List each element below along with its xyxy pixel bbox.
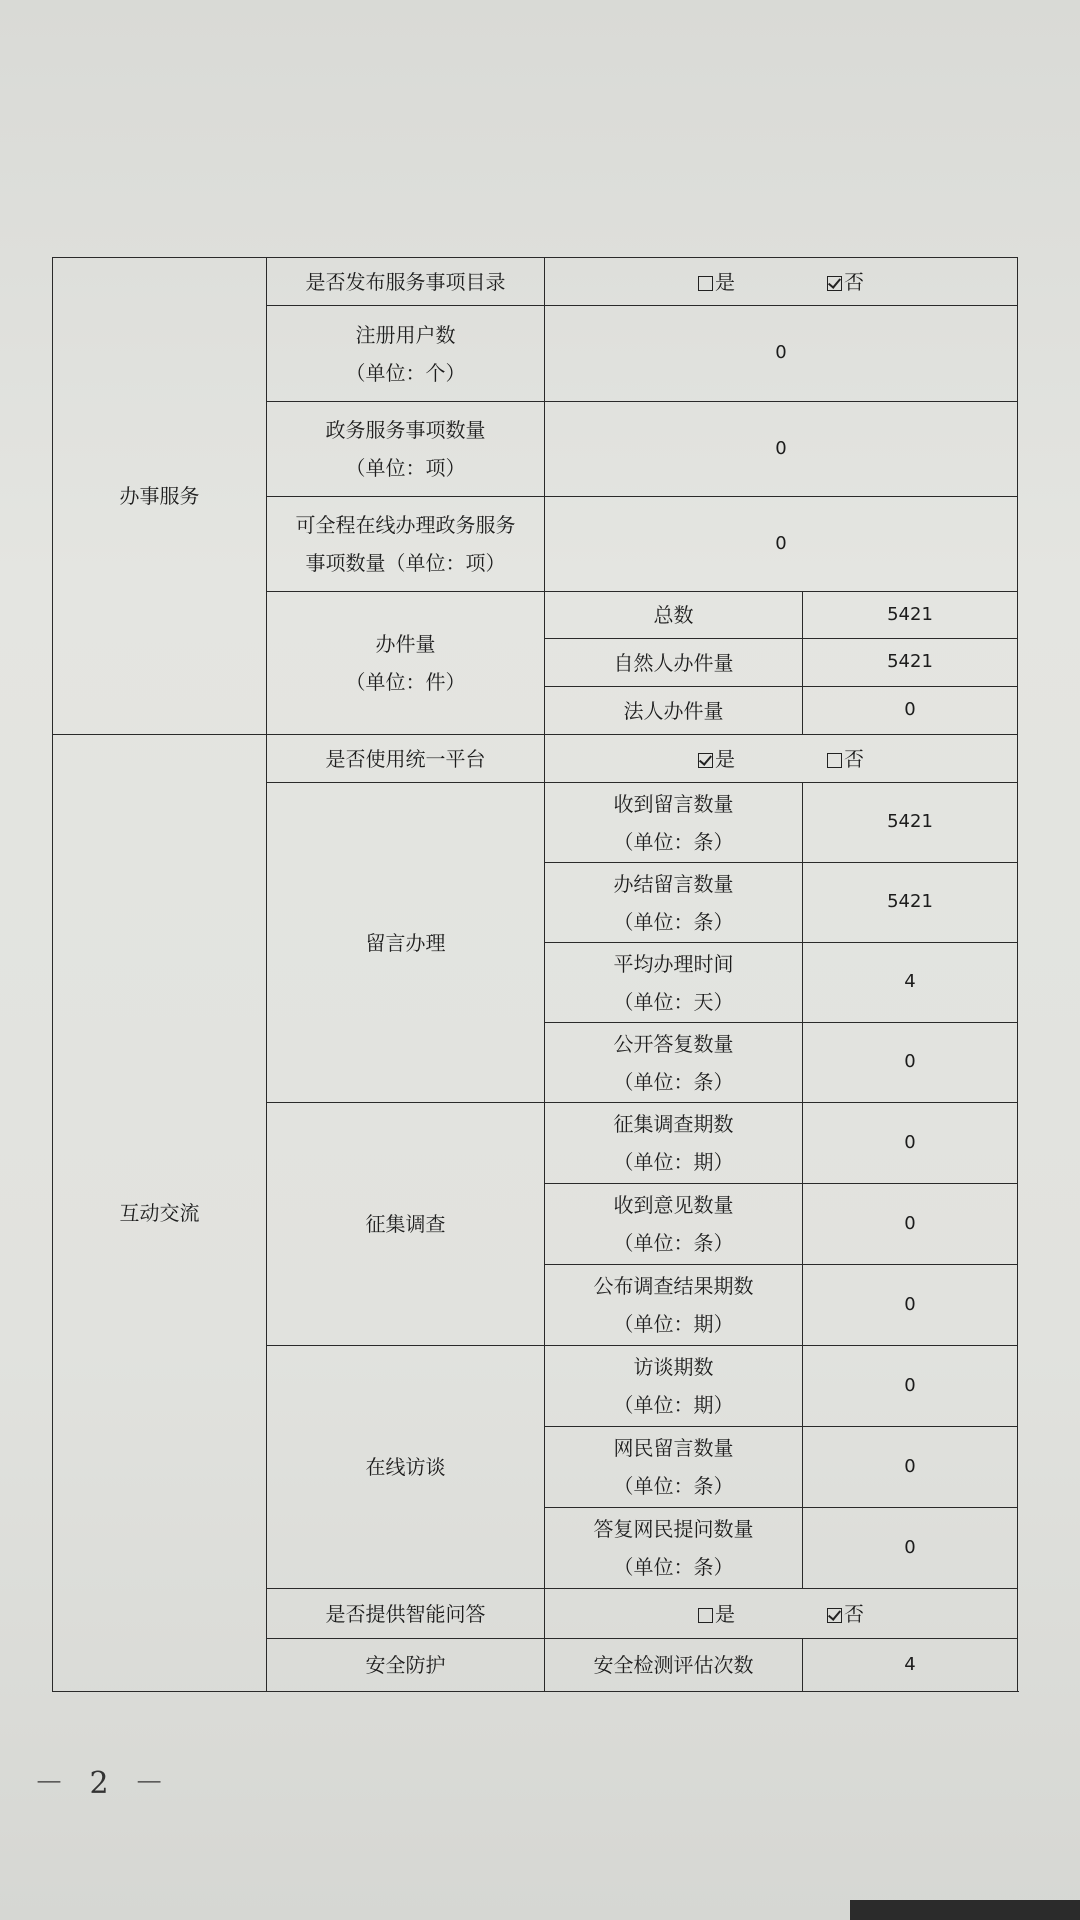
interview-periods-value: 0	[803, 1346, 1018, 1427]
interview-messages-value: 0	[803, 1427, 1018, 1508]
msg-done-unit: （单位：条）	[613, 909, 734, 934]
catalog-no-checkbox[interactable]	[827, 276, 842, 291]
assess-value: 4	[803, 1639, 1018, 1692]
table-row	[53, 258, 1018, 306]
survey-periods-label: 征集调查期数	[613, 1112, 734, 1136]
qa-yes-checkbox[interactable]	[698, 1608, 713, 1623]
survey-label: 征集调查	[267, 1103, 545, 1346]
cases-person-value: 5421	[803, 639, 1018, 687]
platform-no-checkbox[interactable]	[827, 753, 842, 768]
messages-label: 留言办理	[267, 783, 545, 1103]
interview-periods-unit: （单位：期）	[613, 1393, 734, 1417]
items-value: 0	[545, 402, 1018, 497]
yes-label: 是	[715, 1601, 735, 1626]
interview-messages-unit: （单位：条）	[613, 1474, 734, 1498]
online-value: 0	[545, 497, 1018, 592]
msg-public-unit: （单位：条）	[613, 1069, 734, 1094]
cases-total-value: 5421	[803, 592, 1018, 639]
background-edge	[850, 1900, 1080, 1920]
msg-done-label-cell	[545, 863, 803, 943]
interview-messages-label-cell	[545, 1427, 803, 1508]
no-label: 否	[844, 269, 864, 294]
survey-results-label-cell	[545, 1265, 803, 1346]
interview-periods-label: 访谈期数	[633, 1355, 714, 1379]
msg-received-label: 收到留言数量	[613, 791, 734, 816]
items-label-cell	[267, 402, 545, 497]
platform-yes-checkbox[interactable]	[698, 753, 713, 768]
section-interaction: 互动交流	[53, 735, 267, 1692]
no-label: 否	[844, 746, 864, 771]
cases-label-cell	[267, 592, 545, 735]
section-service: 办事服务	[53, 258, 267, 735]
catalog-choice	[545, 258, 1018, 306]
interview-replies-label-cell	[545, 1508, 803, 1589]
catalog-yes-checkbox[interactable]	[698, 276, 713, 291]
survey-periods-value: 0	[803, 1103, 1018, 1184]
survey-opinions-unit: （单位：条）	[613, 1231, 734, 1255]
survey-opinions-label: 收到意见数量	[613, 1193, 734, 1217]
msg-done-value: 5421	[803, 863, 1018, 943]
survey-opinions-value: 0	[803, 1184, 1018, 1265]
no-label: 否	[844, 1601, 864, 1626]
interview-replies-label: 答复网民提问数量	[593, 1517, 754, 1541]
msg-public-label: 公开答复数量	[613, 1031, 734, 1056]
survey-periods-unit: （单位：期）	[613, 1150, 734, 1174]
items-unit: （单位：项）	[345, 456, 466, 480]
survey-results-value: 0	[803, 1265, 1018, 1346]
yes-label: 是	[715, 269, 735, 294]
msg-public-label-cell	[545, 1023, 803, 1103]
interview-label: 在线访谈	[267, 1346, 545, 1589]
cases-legal-value: 0	[803, 687, 1018, 735]
msg-avg-label-cell	[545, 943, 803, 1023]
users-value: 0	[545, 306, 1018, 402]
qa-choice	[545, 1589, 1018, 1639]
survey-results-label: 公布调查结果期数	[593, 1274, 754, 1298]
online-label-cell	[267, 497, 545, 592]
table-row	[53, 735, 1018, 783]
msg-received-value: 5421	[803, 783, 1018, 863]
survey-opinions-label-cell	[545, 1184, 803, 1265]
msg-avg-label: 平均办理时间	[613, 951, 734, 976]
msg-avg-unit: （单位：天）	[613, 989, 734, 1014]
survey-periods-label-cell	[545, 1103, 803, 1184]
yes-label: 是	[715, 746, 735, 771]
interview-replies-value: 0	[803, 1508, 1018, 1589]
online-unit: 事项数量（单位：项）	[305, 551, 506, 575]
catalog-label: 是否发布服务事项目录	[267, 258, 545, 306]
qa-no-checkbox[interactable]	[827, 1608, 842, 1623]
msg-public-value: 0	[803, 1023, 1018, 1103]
cases-unit: （单位：件）	[345, 670, 466, 694]
users-unit: （单位：个）	[345, 360, 466, 385]
msg-avg-value: 4	[803, 943, 1018, 1023]
cases-label: 办件量	[375, 632, 436, 656]
interview-replies-unit: （单位：条）	[613, 1555, 734, 1579]
msg-done-label: 办结留言数量	[613, 871, 734, 896]
qa-label: 是否提供智能问答	[267, 1589, 545, 1639]
cases-total-label: 总数	[545, 592, 803, 639]
platform-choice	[545, 735, 1018, 783]
interview-messages-label: 网民留言数量	[613, 1436, 734, 1460]
statistics-table-wrapper	[52, 257, 1017, 1689]
survey-results-unit: （单位：期）	[613, 1312, 734, 1336]
cases-legal-label: 法人办件量	[545, 687, 803, 735]
assess-label: 安全检测评估次数	[545, 1639, 803, 1692]
items-label: 政务服务事项数量	[325, 418, 486, 442]
users-label-cell	[267, 306, 545, 402]
statistics-table	[52, 257, 1018, 1692]
section-security: 安全防护	[267, 1639, 545, 1692]
platform-label: 是否使用统一平台	[267, 735, 545, 783]
users-label: 注册用户数	[355, 322, 456, 347]
interview-periods-label-cell	[545, 1346, 803, 1427]
msg-received-unit: （单位：条）	[613, 829, 734, 854]
page-number: － 2 －	[34, 1766, 173, 1801]
msg-received-label-cell	[545, 783, 803, 863]
online-label: 可全程在线办理政务服务	[295, 513, 516, 537]
cases-person-label: 自然人办件量	[545, 639, 803, 687]
